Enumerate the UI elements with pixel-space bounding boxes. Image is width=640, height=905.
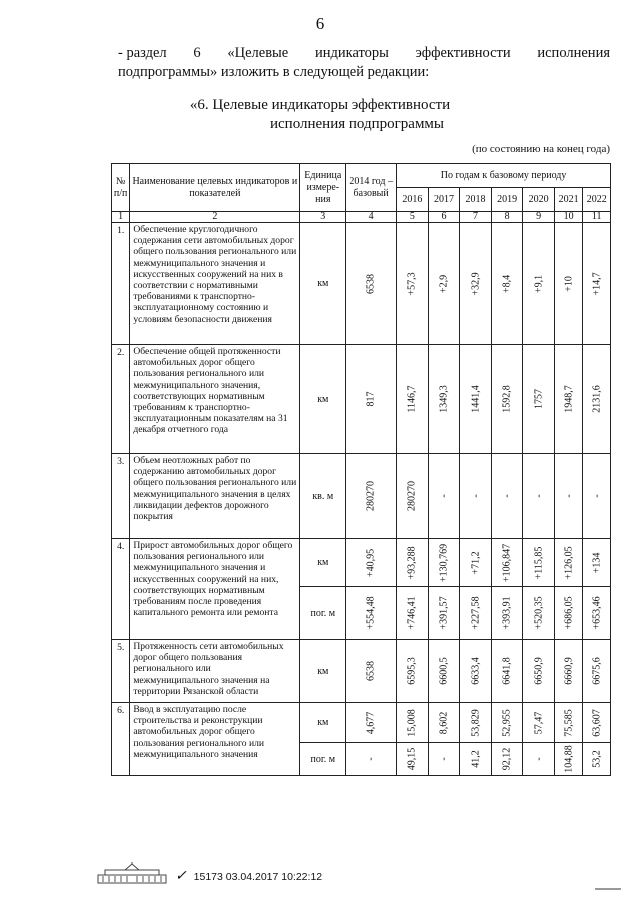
table-row [112, 703, 611, 743]
year-value: - [501, 494, 513, 498]
year-cell [554, 454, 583, 539]
year-value: 6675,6 [591, 657, 603, 685]
year-cell [554, 703, 583, 743]
year-cell [583, 223, 611, 345]
year-cell [583, 454, 611, 539]
year-cell [523, 454, 555, 539]
year-value: +115,85 [533, 546, 545, 579]
year-value: 1349,3 [438, 385, 450, 413]
year-cell [554, 223, 583, 345]
column-number: 1 [112, 212, 130, 223]
year-cell [523, 345, 555, 454]
year-value: +126,05 [563, 545, 575, 580]
row-number: 5. [112, 640, 130, 703]
base-cell [346, 454, 397, 539]
row-number: 2. [112, 345, 130, 454]
base-cell [346, 539, 397, 587]
year-cell [460, 345, 492, 454]
table-row [112, 345, 611, 454]
year-value: 6633,4 [470, 657, 482, 685]
year-cell [397, 640, 429, 703]
year-value: - [591, 494, 603, 498]
column-number: 2 [130, 212, 300, 223]
base-cell [346, 640, 397, 703]
year-value: +9,1 [533, 274, 545, 293]
year-cell [491, 703, 523, 743]
year-value: 6600,5 [438, 657, 450, 685]
header-year: 2022 [583, 188, 611, 212]
column-number: 8 [491, 212, 523, 223]
base-value: +40,95 [365, 548, 377, 577]
column-number: 5 [397, 212, 429, 223]
year-value: 63,607 [591, 708, 603, 737]
year-value: - [470, 494, 482, 498]
year-value: 75,585 [563, 708, 575, 737]
indicator-name: Ввод в эксплуатацию после строительства и реконструкции автомобильных дорог общего пользования регионального или межмуниципального значения [130, 703, 300, 776]
year-value: +10 [563, 275, 575, 292]
column-number: 3 [300, 212, 346, 223]
row-number: 1. [112, 223, 130, 345]
year-cell [523, 640, 555, 703]
year-cell [491, 345, 523, 454]
intro-word: эффективности [415, 45, 511, 61]
checkmark-icon: ✓ [175, 867, 187, 883]
building-stamp-icon [97, 862, 167, 884]
year-cell [397, 587, 429, 640]
year-cell [428, 703, 460, 743]
table-row [112, 539, 611, 587]
table-note: (по состоянию на конец года) [472, 143, 610, 155]
year-value: 280270 [406, 481, 418, 511]
year-cell [583, 539, 611, 587]
base-value: 280270 [365, 481, 377, 511]
year-value: 15,008 [406, 708, 418, 737]
unit-cell: кв. м [300, 454, 346, 539]
base-value: 817 [365, 391, 377, 407]
year-cell [554, 743, 583, 776]
section-title [0, 96, 640, 134]
base-cell [346, 703, 397, 743]
year-value: 53,2 [591, 750, 603, 768]
base-cell [346, 345, 397, 454]
year-value: 57,47 [533, 711, 545, 734]
intro-word: индикаторы [314, 45, 389, 61]
year-cell [460, 454, 492, 539]
header-base: 2014 год – базовый [346, 164, 397, 212]
table-row [112, 454, 611, 539]
year-value: 92,12 [501, 747, 513, 771]
year-cell [428, 640, 460, 703]
base-value: - [365, 757, 377, 761]
year-value: +134 [591, 552, 603, 573]
year-cell [583, 703, 611, 743]
header-unit: Единица измере-ния [300, 164, 346, 212]
year-value: - [438, 494, 450, 498]
base-cell [346, 223, 397, 345]
header-year: 2021 [554, 188, 583, 212]
year-cell [428, 223, 460, 345]
year-cell [554, 345, 583, 454]
intro-line-2: подпрограммы» изложить в следующей редакции: [118, 64, 430, 80]
year-value: - [533, 757, 545, 761]
unit-cell: км [300, 345, 346, 454]
year-cell [460, 539, 492, 587]
document-id: 15173 [193, 871, 223, 883]
year-cell [460, 743, 492, 776]
year-value: 41,2 [470, 750, 482, 768]
year-value: 2131,6 [591, 385, 603, 413]
year-value: +8,4 [501, 274, 513, 293]
year-value: +71,2 [470, 550, 482, 575]
year-cell [460, 703, 492, 743]
year-cell [460, 640, 492, 703]
base-value: 4,677 [365, 711, 377, 734]
year-cell [460, 587, 492, 640]
year-value: +746,41 [406, 596, 418, 630]
year-value: - [438, 757, 450, 761]
unit-cell: км [300, 539, 346, 587]
row-number: 3. [112, 454, 130, 539]
year-value: - [533, 494, 545, 498]
year-value: 104,88 [563, 745, 575, 773]
intro-word: - раздел [118, 45, 167, 61]
year-value: 6595,3 [406, 657, 418, 685]
unit-cell: км [300, 223, 346, 345]
year-cell [491, 587, 523, 640]
year-value: +32,9 [470, 271, 482, 296]
indicator-name: Обеспечение общей протяженности автомобильных дорог общего пользования регионального или межмуниципального значения, соответствующих нормативным требованиям к транспортно-эксплуатационным показателям на 31 декабря отчетного года [130, 345, 300, 454]
year-value: 1592,8 [501, 385, 513, 413]
unit-cell: пог. м [300, 587, 346, 640]
year-cell [397, 454, 429, 539]
table-row [112, 223, 611, 345]
year-value: 6641,8 [501, 657, 513, 685]
indicator-name: Обеспечение круглогодичного содержания сети автомобильных дорог общего пользования регионального или межмуниципального значения и искусственных сооружений на них в соответствии с нормативными требованиями к транспортно-эксплуатационному состоянию и условиям безопасности движения [130, 223, 300, 345]
year-value: +106,847 [501, 543, 513, 582]
year-cell [491, 539, 523, 587]
header-name: Наименование целевых индикаторов и показателей [130, 164, 300, 212]
year-value: 6660,9 [563, 657, 575, 685]
intro-word: 6 [193, 45, 201, 61]
year-cell [491, 743, 523, 776]
year-cell [554, 640, 583, 703]
year-cell [554, 587, 583, 640]
row-number: 6. [112, 703, 130, 776]
base-value: 6538 [365, 273, 377, 294]
year-cell [428, 539, 460, 587]
column-numbers-row [112, 212, 611, 223]
year-value: +93,288 [406, 545, 418, 580]
year-value: +391,57 [438, 596, 450, 630]
year-cell [583, 640, 611, 703]
year-cell [554, 539, 583, 587]
section-title-line-1: «6. Целевые индикаторы эффективности [189, 97, 451, 113]
row-number: 4. [112, 539, 130, 640]
section-title-line-2: исполнения подпрограммы [269, 116, 445, 132]
year-value: 52,955 [501, 708, 513, 737]
year-value: 6650,9 [533, 657, 545, 685]
column-number: 4 [346, 212, 397, 223]
year-cell [583, 743, 611, 776]
year-value: 1146,7 [406, 385, 418, 413]
year-value: 49,15 [406, 747, 418, 771]
column-number: 6 [428, 212, 460, 223]
year-cell [523, 539, 555, 587]
header-period: По годам к базовому периоду [397, 164, 611, 188]
year-cell [491, 640, 523, 703]
year-cell [397, 703, 429, 743]
year-value: +520,35 [533, 596, 545, 630]
intro-paragraph [118, 44, 610, 82]
year-cell [428, 345, 460, 454]
year-cell [397, 539, 429, 587]
header-year: 2017 [428, 188, 460, 212]
year-value: 1441,4 [470, 385, 482, 413]
year-cell [523, 223, 555, 345]
year-value: - [563, 494, 575, 498]
header-num: № п/п [112, 164, 130, 212]
document-registration [175, 867, 322, 884]
column-number: 9 [523, 212, 555, 223]
unit-cell: км [300, 640, 346, 703]
header-year: 2018 [460, 188, 492, 212]
base-cell [346, 743, 397, 776]
header-year: 2016 [397, 188, 429, 212]
document-timestamp: 03.04.2017 10:22:12 [225, 871, 323, 883]
year-cell [491, 223, 523, 345]
year-value: +14,7 [591, 271, 603, 296]
year-value: +686,05 [563, 596, 575, 630]
base-value: +554,48 [365, 596, 377, 630]
year-cell [583, 587, 611, 640]
year-value: 53,829 [470, 708, 482, 737]
year-cell [583, 345, 611, 454]
year-cell [397, 743, 429, 776]
year-cell [397, 345, 429, 454]
indicator-name: Прирост автомобильных дорог общего пользования регионального или межмуниципального значения и искусственных сооружений на них, соответствующих нормативным требованиям после проведения капитального ремонта или ремонта [130, 539, 300, 640]
year-cell [491, 454, 523, 539]
year-cell [523, 703, 555, 743]
indicators-table [111, 163, 611, 776]
base-cell [346, 587, 397, 640]
page-edge-mark [595, 888, 621, 890]
year-value: +2,9 [438, 274, 450, 293]
year-cell [428, 454, 460, 539]
year-cell [523, 743, 555, 776]
table-row [112, 640, 611, 703]
year-cell [460, 223, 492, 345]
year-value: +227,58 [470, 596, 482, 630]
year-cell [523, 587, 555, 640]
header-year: 2019 [491, 188, 523, 212]
column-number: 10 [554, 212, 583, 223]
base-value: 6538 [365, 661, 377, 681]
unit-cell: пог. м [300, 743, 346, 776]
intro-word: «Целевые [227, 45, 289, 61]
header-year: 2020 [523, 188, 555, 212]
year-value: +653,46 [591, 596, 603, 630]
year-value: +393,91 [501, 596, 513, 630]
year-cell [397, 223, 429, 345]
year-value: +130,769 [438, 543, 450, 582]
year-value: +57,3 [406, 271, 418, 296]
indicator-name: Протяженность сети автомобильных дорог общего пользования регионального или межмуниципального значения на территории Рязанской области [130, 640, 300, 703]
intro-word: исполнения [537, 45, 610, 61]
indicator-name: Объем неотложных работ по содержанию автомобильных дорог общего пользования регионального или межмуниципального значения в целях ликвидации дефектов дорожного покрытия [130, 454, 300, 539]
unit-cell: км [300, 703, 346, 743]
column-number: 11 [583, 212, 611, 223]
year-value: 1757 [533, 389, 545, 409]
column-number: 7 [460, 212, 492, 223]
year-cell [428, 587, 460, 640]
year-value: 1948,7 [563, 385, 575, 413]
year-cell [428, 743, 460, 776]
page-number: 6 [315, 14, 325, 33]
year-value: 8,602 [438, 711, 450, 734]
